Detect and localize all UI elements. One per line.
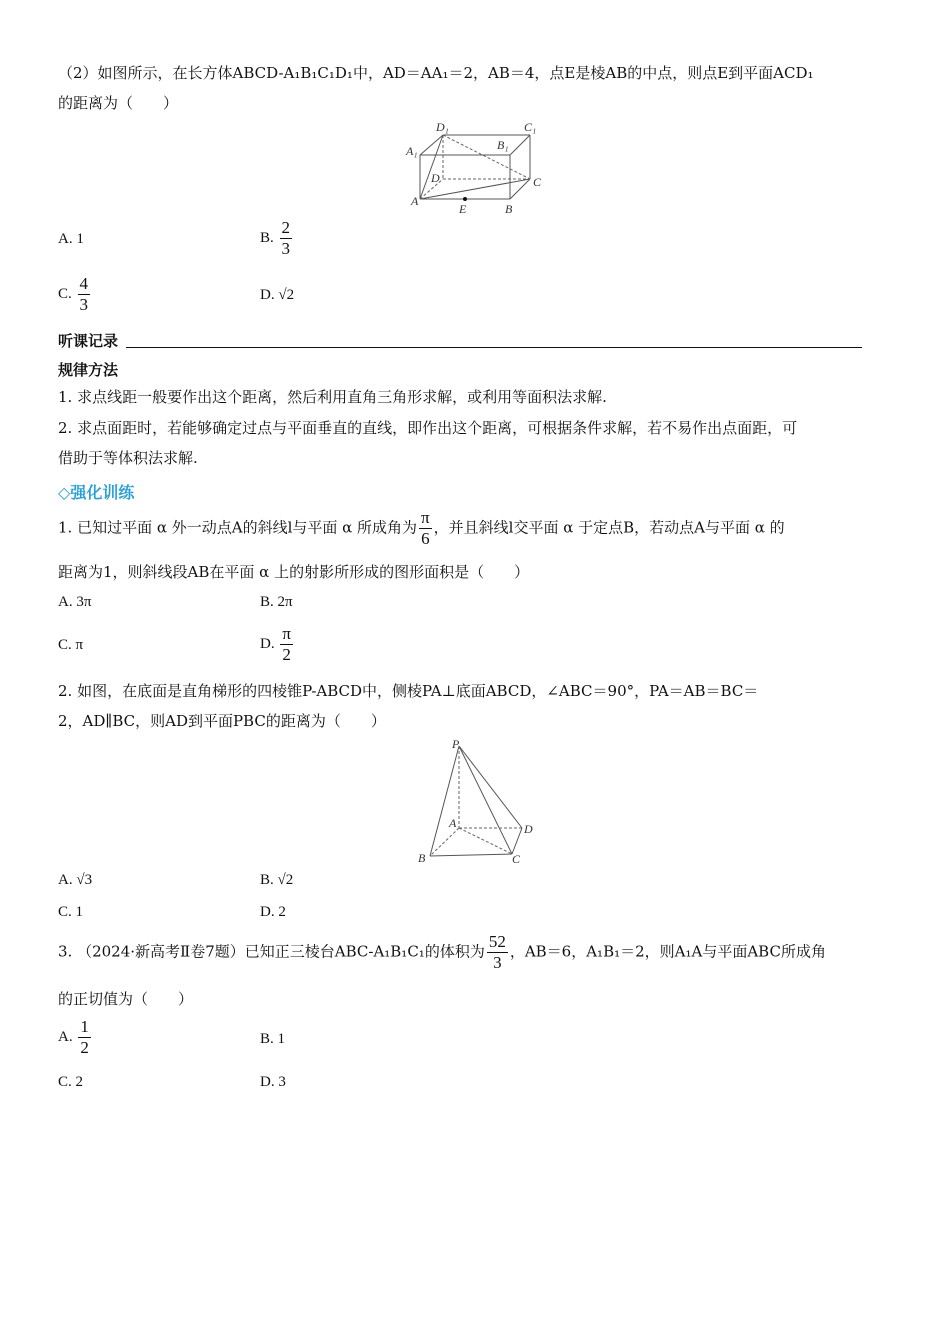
- q-prev-option-a[interactable]: [58, 231, 84, 248]
- option-d-label: D.: [260, 635, 275, 652]
- q1-line1: [58, 508, 785, 549]
- label-a: A: [449, 816, 457, 830]
- option-d-text: 2: [278, 904, 286, 920]
- q1-frac-num: π: [421, 508, 430, 527]
- q-prev-line2: 的距离为（ ）: [58, 94, 179, 112]
- point-e: [463, 197, 467, 201]
- q2-option-b[interactable]: [260, 872, 293, 889]
- q3-text-a: 3. （2024·新高考Ⅱ卷7题）已知正三棱台ABC-A₁B₁C₁的体积为: [58, 942, 485, 961]
- label-b1: B₁: [497, 138, 509, 152]
- q3-option-c[interactable]: [58, 1074, 83, 1091]
- pyramid-figure: [412, 736, 542, 866]
- cuboid-figure: [400, 118, 550, 218]
- q3-line1: [58, 932, 826, 973]
- q1-text-b: ，并且斜线l交平面 α 于定点B，若动点A与平面 α 的: [433, 518, 785, 537]
- option-d-den: 2: [280, 644, 293, 665]
- q1-option-b[interactable]: [260, 594, 293, 611]
- option-b-text: 1: [277, 1031, 286, 1047]
- listen-record-underline: [126, 347, 862, 348]
- option-b-text: √2: [277, 872, 294, 888]
- q1-option-a[interactable]: [58, 594, 91, 611]
- label-c1: C₁: [524, 120, 537, 134]
- option-c-label: C.: [58, 285, 72, 302]
- section-heading: [58, 482, 134, 504]
- label-p: P: [452, 737, 460, 751]
- option-a-label: A.: [58, 231, 73, 247]
- q2-line1: 2. 如图，在底面是直角梯形的四棱锥P-ABCD中，侧棱PA⊥底面ABCD，∠ABC＝90°，PA＝AB＝BC＝: [58, 682, 759, 700]
- q3-option-a[interactable]: [58, 1017, 93, 1058]
- q1-line2: 距离为1，则斜线段AB在平面 α 上的射影所形成的图形面积是（ ）: [58, 563, 530, 581]
- label-b: B: [418, 851, 426, 865]
- option-d-num: π: [282, 624, 291, 643]
- option-a-label: A.: [58, 594, 73, 610]
- option-d-label: D.: [260, 904, 275, 920]
- option-c-label: C.: [58, 637, 72, 653]
- diamond-icon: ◇: [58, 483, 71, 502]
- label-d1: D₁: [436, 120, 449, 134]
- label-a: A: [411, 194, 419, 208]
- q-prev-line1: （2）如图所示，在长方体ABCD-A₁B₁C₁D₁中，AD＝AA₁＝2，AB＝4，点E是棱AB的中点，则点E到平面ACD₁: [58, 64, 814, 82]
- method-item-2b: 借助于等体积法求解.: [58, 449, 198, 467]
- option-b-den: 3: [281, 239, 291, 258]
- q1-text-a: 1. 已知过平面 α 外一动点A的斜线l与平面 α 所成角为: [58, 518, 418, 537]
- option-a-den: 2: [80, 1038, 89, 1057]
- option-a-label: A.: [58, 1028, 73, 1045]
- option-c-text: 1: [75, 904, 84, 920]
- q3-line2: 的正切值为（ ）: [58, 990, 194, 1008]
- listen-record-label: 听课记录: [58, 332, 119, 350]
- q2-option-c[interactable]: [58, 904, 83, 921]
- q2-option-a[interactable]: [58, 872, 92, 889]
- q-prev-option-b[interactable]: [260, 218, 294, 259]
- q2-option-d[interactable]: [260, 904, 286, 921]
- option-d-text: 3: [278, 1074, 286, 1090]
- option-b-label: B.: [260, 872, 274, 888]
- option-b-label: B.: [260, 594, 274, 610]
- option-b-text: 2π: [277, 594, 293, 610]
- label-d: D: [524, 822, 533, 836]
- option-c-label: C.: [58, 904, 72, 920]
- option-c-text: π: [75, 637, 84, 653]
- q3-option-b[interactable]: [260, 1031, 285, 1048]
- q2-line2: 2，AD∥BC，则AD到平面PBC的距离为（ ）: [58, 712, 386, 730]
- option-b-label: B.: [260, 229, 274, 246]
- q1-option-c[interactable]: [58, 637, 83, 654]
- label-b: B: [505, 202, 513, 216]
- q3-frac-den: 3: [487, 952, 508, 973]
- q3-option-d[interactable]: [260, 1074, 286, 1091]
- section-title: 强化训练: [70, 483, 135, 502]
- option-a-text: 3π: [76, 594, 92, 610]
- option-c-text: 2: [75, 1074, 84, 1090]
- option-d-text: √2: [278, 287, 295, 303]
- method-item-2a: 2. 求点面距时，若能够确定过点与平面垂直的直线，即作出这个距离，可根据条件求解，若不易作出点面距，可: [58, 419, 798, 437]
- option-b-num: 2: [281, 218, 291, 237]
- option-c-label: C.: [58, 1074, 72, 1090]
- q3-frac-num: 52: [488, 932, 506, 951]
- label-e: E: [459, 202, 467, 216]
- method-title: 规律方法: [58, 361, 119, 379]
- q1-option-d[interactable]: [260, 624, 295, 665]
- label-c: C: [512, 852, 521, 866]
- q1-frac-den: 6: [419, 528, 432, 549]
- option-d-label: D.: [260, 1074, 275, 1090]
- option-c-num: 4: [79, 274, 89, 293]
- option-a-label: A.: [58, 872, 73, 888]
- option-c-den: 3: [79, 295, 89, 314]
- q3-text-b: ，AB＝6，A₁B₁＝2，则A₁A与平面ABC所成角: [509, 942, 826, 961]
- option-a-num: 1: [80, 1017, 89, 1036]
- option-a-text: √3: [76, 872, 93, 888]
- q-prev-option-c[interactable]: [58, 274, 92, 315]
- label-a1: A₁: [406, 144, 418, 158]
- label-c: C: [533, 175, 542, 189]
- q-prev-option-d[interactable]: [260, 287, 294, 304]
- option-a-text: 1: [76, 231, 84, 247]
- method-item-1: 1. 求点线距一般要作出这个距离，然后利用直角三角形求解，或利用等面积法求解.: [58, 388, 607, 406]
- option-b-label: B.: [260, 1031, 274, 1047]
- option-d-label: D.: [260, 287, 275, 303]
- label-d: D: [431, 171, 440, 185]
